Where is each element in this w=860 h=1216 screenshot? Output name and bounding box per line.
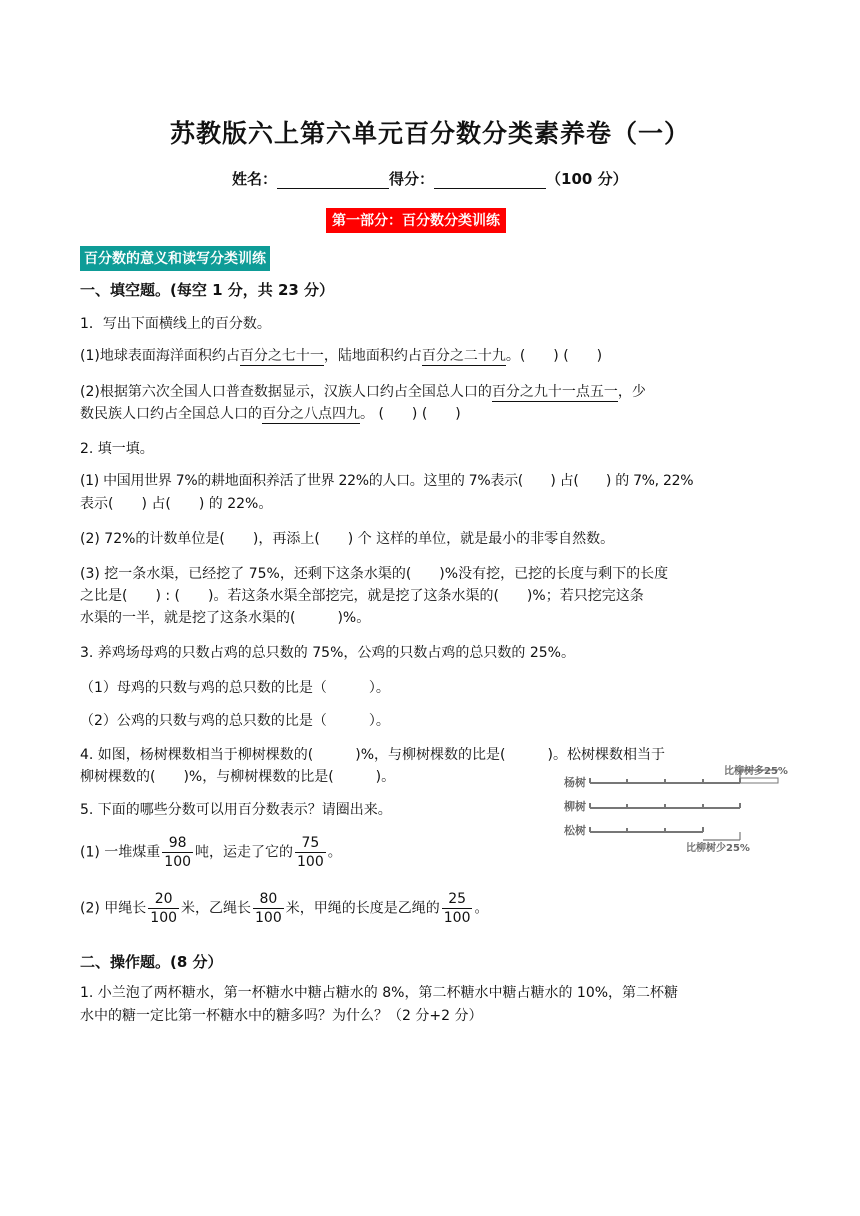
q2-part3-line3[interactable]: 水渠的一半，就是挖了这条水渠的( )%。 <box>80 610 371 626</box>
fraction-75-100[interactable]: $\frac{75}{100}$ <box>297 835 324 870</box>
q3-part1[interactable]: （1）母鸡的只数与鸡的总只数的比是（ ）。 <box>80 680 390 696</box>
q1b-text-1: (2)根据第六次全国人口普查数据显示，汉族人口约占全国总人口的 <box>80 384 492 400</box>
pine-bar <box>590 827 703 832</box>
note-more-than-willow: 比柳树多25% <box>724 766 788 777</box>
q5b-text-2: 米，乙绳长 <box>181 900 252 917</box>
q1-part-a <box>80 346 602 366</box>
total-score: （100 分） <box>546 170 628 188</box>
q2-part1-line2[interactable]: 表示( ) 占( ) 的 22%。 <box>80 496 273 512</box>
q2-part1-line1[interactable]: (1) 中国用世界 7%的耕地面积养活了世界 22%的人口。这里的 7%表示( ) 占( ) 的 7%, 22% <box>80 473 694 489</box>
q3-stem: 3. 养鸡场母鸡的只数占鸡的总只数的 75%，公鸡的只数占鸡的总只数的 25%。 <box>80 645 575 661</box>
s2-q1-line1: 1. 小兰泡了两杯糖水，第一杯糖水中糖占糖水的 8%，第二杯糖水中糖占糖水的 10%，第二杯糖 <box>80 985 679 1001</box>
q1-part-b-line2 <box>80 404 461 424</box>
name-blank[interactable] <box>277 172 389 189</box>
section-label: 百分数的意义和读写分类训练 <box>80 246 270 271</box>
q2-part3-line1[interactable]: (3) 挖一条水渠，已经挖了 75%，还剩下这条水渠的( )%没有挖，已挖的长度与剩下的长度 <box>80 566 669 582</box>
q1b-text-3: 数民族人口约占全国总人口的 <box>80 406 262 422</box>
q1a-underlined-1: 百分之七十一 <box>239 348 324 364</box>
willow-bar <box>590 803 740 808</box>
fraction-80-100[interactable]: $\frac{80}{100}$ <box>255 891 282 926</box>
score-blank[interactable] <box>434 172 546 189</box>
s2-q1-line2: 水中的糖一定比第一杯糖水中的糖多吗？为什么？（2 分+2 分） <box>80 1008 483 1024</box>
q2-stem: 2. 填一填。 <box>80 441 154 457</box>
page-title: 苏教版六上第六单元百分数分类素养卷（一） <box>169 119 690 148</box>
section1-heading: 一、填空题。(每空 1 分，共 23 分） <box>80 281 335 299</box>
q5a-text-2: 吨，运走了它的 <box>195 844 294 861</box>
row-label-willow: 柳树 <box>564 800 586 813</box>
section2-heading: 二、操作题。(8 分） <box>80 953 223 971</box>
q5a-text-1: (1) 一堆煤重 <box>80 844 161 861</box>
q5b-text-4: 。 <box>474 900 489 917</box>
q1a-answer-blanks[interactable]: 。( ) ( ) <box>505 348 603 364</box>
fraction-25-100[interactable]: $\frac{25}{100}$ <box>443 891 471 926</box>
score-label: 得分： <box>389 170 435 188</box>
q5-part1 <box>80 834 342 871</box>
row-label-poplar: 杨树 <box>564 776 586 789</box>
q5-part2 <box>80 890 488 927</box>
q1b-answer-blanks[interactable]: 。 ( ) ( ) <box>360 406 461 422</box>
q1a-underlined-2: 百分之二十九 <box>421 348 506 364</box>
q1a-text-2: ，陆地面积约占 <box>323 348 422 364</box>
student-info-line <box>232 168 628 189</box>
q5a-text-3: 。 <box>327 844 342 861</box>
q2-part2[interactable]: (2) 72%的计数单位是( )，再添上( ) 个 这样的单位，就是最小的非零自然数。 <box>80 531 615 547</box>
q1-part-b-line1 <box>80 382 646 402</box>
note-less-than-willow: 比柳树少25% <box>686 843 750 854</box>
fraction-20-100[interactable]: $\frac{20}{100}$ <box>150 891 178 926</box>
q1b-underlined-1: 百分之九十一点五一 <box>491 384 618 400</box>
poplar-bar <box>590 778 778 783</box>
q5b-text-3: 米，甲绳的长度是乙绳的 <box>285 900 440 917</box>
q4-line2[interactable]: 柳树棵数的( )%，与柳树棵数的比是( )。 <box>80 769 396 785</box>
q1b-text-2: ，少 <box>617 384 646 400</box>
q5-stem: 5. 下面的哪些分数可以用百分数表示？请圈出来。 <box>80 802 392 818</box>
fraction-98-100[interactable]: $\frac{98}{100}$ <box>164 835 192 870</box>
q3-part2[interactable]: （2）公鸡的只数与鸡的总只数的比是（ ）。 <box>80 713 390 729</box>
part-label: 第一部分：百分数分类训练 <box>326 208 506 233</box>
q1-stem: 1．写出下面横线上的百分数。 <box>80 316 271 332</box>
q4-line1[interactable]: 4. 如图，杨树棵数相当于柳树棵数的( )%，与柳树棵数的比是( )。松树棵数相当于 <box>80 747 665 763</box>
row-label-pine: 松树 <box>564 824 586 837</box>
q1a-text-1: (1)地球表面海洋面积约占 <box>80 348 240 364</box>
name-label: 姓名： <box>232 170 278 188</box>
q5b-text-1: (2) 甲绳长 <box>80 900 147 917</box>
q2-part3-line2[interactable]: 之比是( ) : ( )。若这条水渠全部挖完，就是挖了这条水渠的( )%；若只挖完这条 <box>80 588 644 604</box>
tree-comparison-diagram <box>558 762 804 858</box>
q1b-underlined-2: 百分之八点四九 <box>262 406 360 422</box>
